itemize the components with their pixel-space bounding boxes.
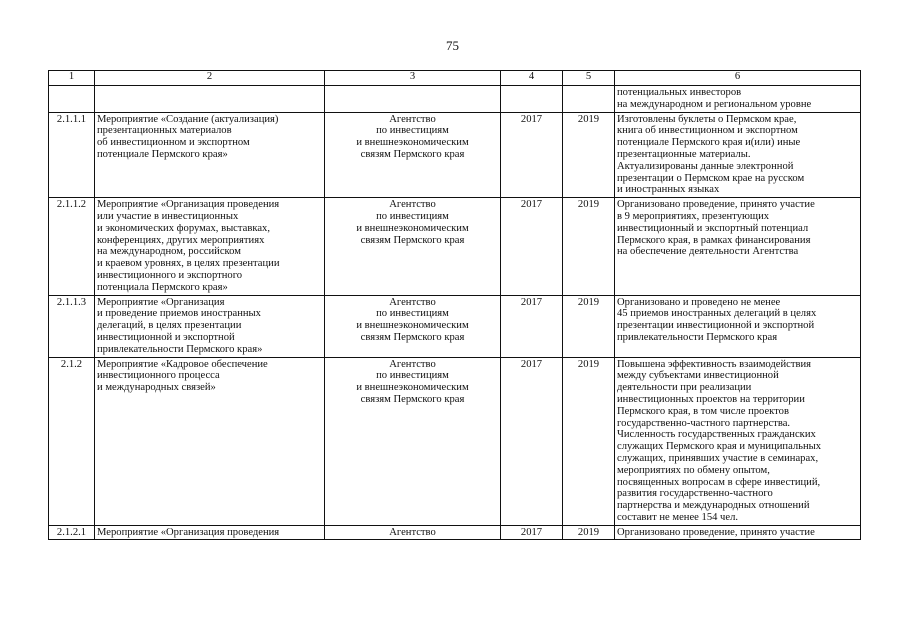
- table-row: [49, 86, 861, 113]
- table-row: [49, 295, 861, 357]
- item-number: [49, 86, 95, 113]
- item-number: 2.1.1.2: [49, 198, 95, 295]
- item-end-year: 2019: [563, 357, 615, 525]
- program-table: [48, 70, 861, 540]
- item-result: потенциальных инвесторов на международном и региональном уровне: [615, 86, 861, 113]
- item-description: Мероприятие «Организация проведения или участие в инвестиционных и экономических форумах, выставках, конференциях, других мероприятиях на международном, российском и краевом уровнях, в целях презентации инвестиционного и экспортного потенциала Пермского края»: [95, 198, 325, 295]
- item-description: Мероприятие «Создание (актуализация) презентационных материалов об инвестиционном и экспортном потенциале Пермского края»: [95, 112, 325, 198]
- item-start-year: 2017: [501, 198, 563, 295]
- header-cell: 4: [501, 71, 563, 86]
- item-result: Изготовлены буклеты о Пермском крае, книга об инвестиционном и экспортном потенциале Пермского края и(или) иные презентационные материалы. Актуализированы данные электронной презентации о Пермском крае на русском и иностранных языках: [615, 112, 861, 198]
- item-description: [95, 86, 325, 113]
- item-description: Мероприятие «Кадровое обеспечение инвестиционного процесса и международных связей»: [95, 357, 325, 525]
- item-executor: [325, 86, 501, 113]
- header-row: [49, 71, 861, 86]
- item-start-year: 2017: [501, 112, 563, 198]
- item-description: Мероприятие «Организация и проведение приемов иностранных делегаций, в целях презентации инвестиционной и экспортной привлекательности Пермского края»: [95, 295, 325, 357]
- item-result: Организовано проведение, принято участие: [615, 525, 861, 540]
- header-cell: 5: [563, 71, 615, 86]
- item-start-year: 2017: [501, 525, 563, 540]
- item-executor: Агентство по инвестициям и внешнеэкономическим связям Пермского края: [325, 198, 501, 295]
- page-number: 75: [446, 38, 459, 53]
- header-cell: 2: [95, 71, 325, 86]
- item-executor: Агентство по инвестициям и внешнеэкономическим связям Пермского края: [325, 357, 501, 525]
- item-start-year: [501, 86, 563, 113]
- item-number: 2.1.2: [49, 357, 95, 525]
- header-cell: 6: [615, 71, 861, 86]
- item-result: Повышена эффективность взаимодействия между субъектами инвестиционной деятельности при реализации инвестиционных проектов на территории Пермского края, в том числе проектов государственно-частного партнерства. Численность государственных гражданских служащих Пермского края и муниципальных служащих, принявших участие в семинарах, мероприятиях по обмену опытом, посвященных вопросам в сфере инвестиций, развития государственно-частного партнерства и международных отношений составит не менее 154 чел.: [615, 357, 861, 525]
- item-start-year: 2017: [501, 357, 563, 525]
- item-end-year: 2019: [563, 112, 615, 198]
- item-end-year: 2019: [563, 295, 615, 357]
- table-row: [49, 112, 861, 198]
- item-executor: Агентство по инвестициям и внешнеэкономическим связям Пермского края: [325, 112, 501, 198]
- item-result: Организовано проведение, принято участие в 9 мероприятиях, презентующих инвестиционный и экспортный потенциал Пермского края, в рамках финансирования на обеспечение деятельности Агентства: [615, 198, 861, 295]
- item-description: Мероприятие «Организация проведения: [95, 525, 325, 540]
- item-executor: Агентство: [325, 525, 501, 540]
- table-row: [49, 357, 861, 525]
- item-number: 2.1.1.3: [49, 295, 95, 357]
- header-cell: 3: [325, 71, 501, 86]
- item-number: 2.1.2.1: [49, 525, 95, 540]
- item-number: 2.1.1.1: [49, 112, 95, 198]
- table-row: [49, 198, 861, 295]
- header-cell: 1: [49, 71, 95, 86]
- item-executor: Агентство по инвестициям и внешнеэкономическим связям Пермского края: [325, 295, 501, 357]
- item-end-year: [563, 86, 615, 113]
- item-end-year: 2019: [563, 525, 615, 540]
- item-end-year: 2019: [563, 198, 615, 295]
- table-row: [49, 525, 861, 540]
- item-result: Организовано и проведено не менее 45 приемов иностранных делегаций в целях презентации инвестиционной и экспортной привлекательности Пермского края: [615, 295, 861, 357]
- item-start-year: 2017: [501, 295, 563, 357]
